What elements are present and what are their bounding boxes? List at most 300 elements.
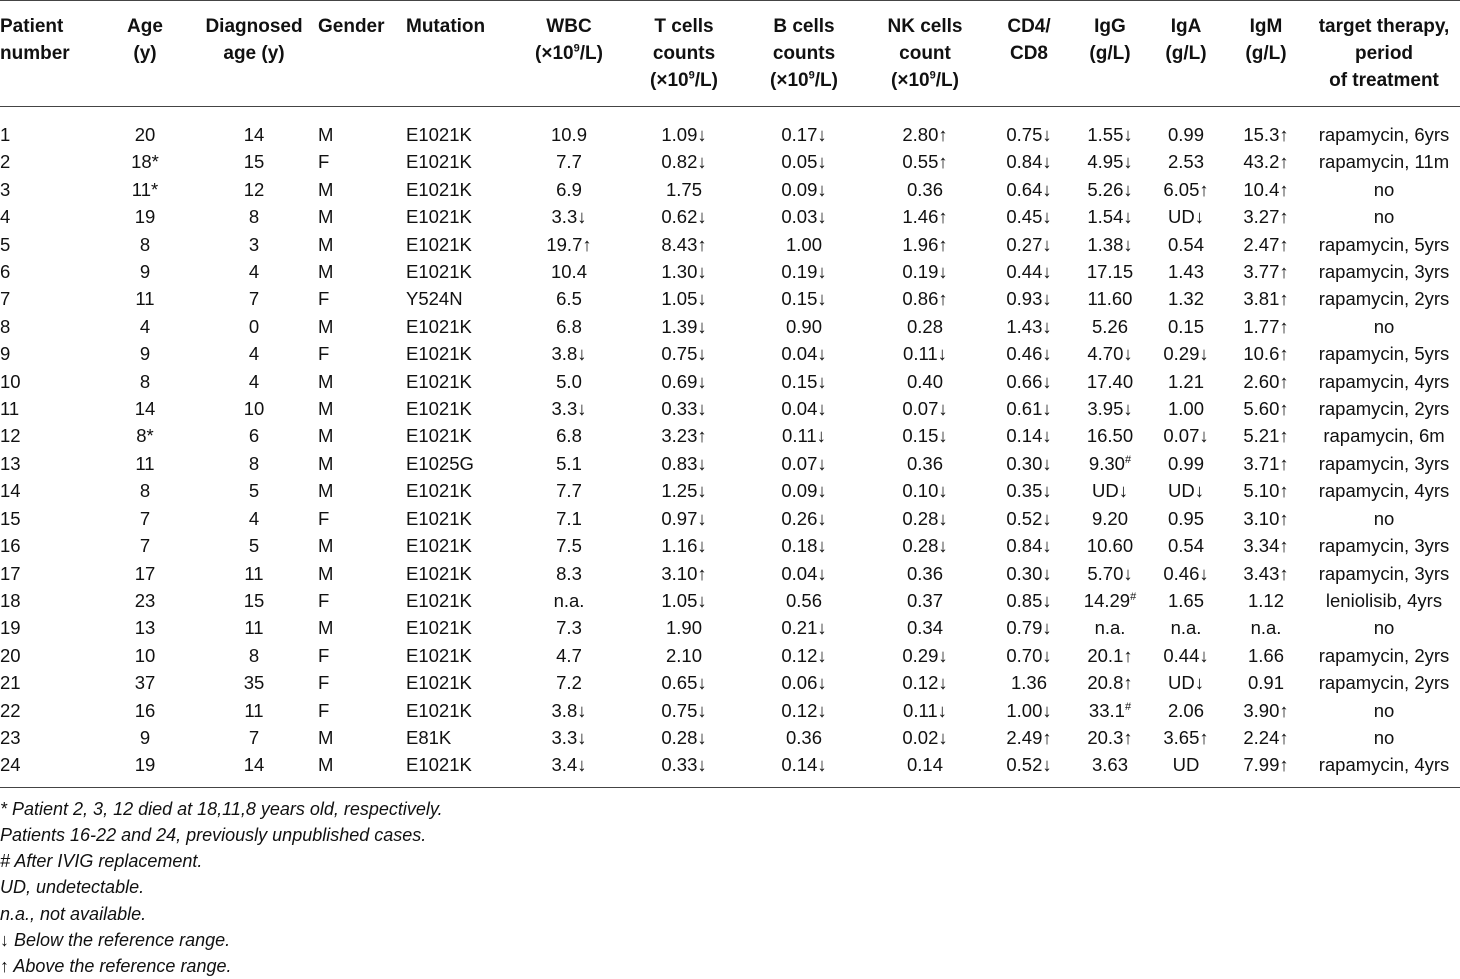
cell-wbc: 5.1: [556, 452, 582, 474]
cell-gender: F: [318, 644, 330, 666]
cell-igm: 5.21↑: [1243, 425, 1289, 447]
cell-iga: 1.43: [1167, 261, 1204, 283]
cell-age: 7: [139, 535, 151, 557]
cell-gender: F: [318, 699, 330, 721]
cell-igm: 2.24↑: [1243, 726, 1289, 748]
cell-mutation: E1021K: [406, 507, 472, 529]
cell-mutation: E1021K: [406, 589, 472, 611]
cell-age: 13: [134, 617, 156, 639]
cell-mutation: E1021K: [406, 562, 472, 584]
cell-gender: M: [318, 480, 334, 502]
column-header-line: CD4/: [1007, 16, 1051, 37]
cell-tcells: 3.23↑: [661, 425, 707, 447]
cell-tcells: 1.05↓: [661, 288, 707, 310]
cell-patient: 17: [0, 562, 21, 584]
cell-patient: 21: [0, 672, 21, 694]
cell-therapy: rapamycin, 3yrs: [1318, 562, 1450, 584]
cell-mutation: Y524N: [406, 288, 463, 310]
cell-tcells: 8.43↑: [661, 233, 707, 255]
column-header-line: number: [0, 43, 70, 64]
cell-patient: 4: [0, 206, 11, 228]
cell-nkcells: 0.11↓: [903, 343, 947, 365]
cell-diag: 14: [243, 754, 265, 776]
cell-diag: 15: [243, 151, 265, 173]
cell-diag: 8: [248, 644, 260, 666]
cell-igg: 10.60: [1086, 535, 1134, 557]
cell-diag: 8: [248, 452, 260, 474]
cell-cd4cd8: 1.43↓: [1006, 315, 1052, 337]
cell-iga: 1.32: [1167, 288, 1204, 310]
cell-patient: 9: [0, 343, 11, 365]
cell-therapy: rapamycin, 11m: [1318, 151, 1450, 173]
cell-tcells: 0.83↓: [661, 452, 707, 474]
cell-tcells: 0.75↓: [661, 343, 707, 365]
cell-igm: 2.60↑: [1243, 370, 1289, 392]
cell-age: 16: [134, 699, 156, 721]
column-header-nkcells: [864, 1, 986, 107]
cell-diag: 4: [248, 507, 260, 529]
cell-nkcells: 0.36: [906, 562, 943, 584]
cell-nkcells: 0.28↓: [902, 507, 948, 529]
cell-mutation: E1021K: [406, 315, 472, 337]
cell-tcells: 0.33↓: [661, 754, 707, 776]
cell-nkcells: 0.86↑: [902, 288, 948, 310]
cell-therapy: rapamycin, 6m: [1323, 425, 1445, 447]
cell-cd4cd8: 0.45↓: [1006, 206, 1052, 228]
column-header-line: (g/L): [1245, 43, 1287, 64]
cell-therapy: rapamycin, 4yrs: [1318, 480, 1450, 502]
cell-age: 17: [134, 562, 156, 584]
table-row: [0, 231, 1460, 258]
cell-patient: 6: [0, 261, 11, 283]
cell-bcells: 0.17↓: [781, 124, 827, 145]
footnote: n.a., not available.: [0, 903, 147, 924]
column-header-bcells: [744, 1, 864, 107]
cell-wbc: 5.0: [556, 370, 582, 392]
cell-cd4cd8: 2.49↑: [1006, 726, 1052, 748]
cell-patient: 16: [0, 535, 21, 557]
cell-tcells: 1.30↓: [661, 261, 707, 283]
cell-cd4cd8: 0.61↓: [1006, 398, 1052, 420]
cell-igm: 2.47↑: [1243, 233, 1289, 255]
cell-bcells: 0.04↓: [781, 398, 827, 420]
cell-igg: 11.60: [1087, 288, 1133, 310]
cell-mutation: E1021K: [406, 370, 472, 392]
column-header-iga: [1148, 1, 1224, 107]
column-header-line: (g/L): [1089, 43, 1131, 64]
cell-cd4cd8: 1.36: [1010, 672, 1047, 694]
cell-cd4cd8: 0.30↓: [1006, 452, 1052, 474]
table-row: [0, 368, 1460, 395]
cell-nkcells: 0.14: [906, 754, 943, 776]
cell-igg: n.a.: [1094, 617, 1126, 639]
table-row: [0, 313, 1460, 340]
table-row: [0, 395, 1460, 422]
table-row: [0, 642, 1460, 669]
cell-tcells: 2.10: [665, 644, 702, 666]
cell-therapy: no: [1373, 726, 1395, 748]
cell-bcells: 0.04↓: [781, 343, 827, 365]
cell-gender: M: [318, 178, 334, 200]
cell-bcells: 0.04↓: [781, 562, 827, 584]
column-header-line: $(\times 10^9/L)$: [891, 69, 959, 91]
cell-patient: 7: [0, 288, 11, 310]
column-header-line: $(\times 10^9/L)$: [770, 69, 838, 91]
table-body: [0, 107, 1460, 788]
cell-patient: 2: [0, 151, 11, 173]
cell-patient: 15: [0, 507, 21, 529]
cell-igm: 3.71↑: [1243, 452, 1289, 474]
cell-nkcells: 0.15↓: [902, 425, 948, 447]
cell-diag: 11: [244, 617, 264, 639]
table-row: [0, 203, 1460, 230]
cell-age: 9: [139, 343, 151, 365]
cell-igg: 20.1↑: [1087, 644, 1133, 666]
cell-tcells: 0.33↓: [661, 398, 707, 420]
cell-bcells: 1.00: [785, 233, 822, 255]
column-header-line: of treatment: [1329, 70, 1439, 91]
cell-bcells: 0.09↓: [781, 178, 827, 200]
cell-tcells: 0.82↓: [661, 151, 707, 173]
cell-wbc: 6.8: [556, 425, 582, 447]
cell-iga: 0.15: [1167, 315, 1204, 337]
cell-igm: 3.34↑: [1243, 535, 1289, 557]
cell-igg: 5.26↓: [1087, 178, 1133, 200]
cell-igg: 17.15: [1086, 261, 1134, 283]
cell-gender: M: [318, 726, 334, 748]
cell-mutation: E81K: [406, 726, 452, 748]
cell-age: 4: [139, 315, 151, 337]
cell-gender: F: [318, 507, 330, 529]
cell-gender: M: [318, 315, 334, 337]
cell-diag: 8: [248, 206, 260, 228]
cell-igg: 20.3↑: [1087, 726, 1133, 748]
cell-wbc: 6.8: [556, 315, 582, 337]
cell-gender: F: [318, 672, 330, 694]
cell-cd4cd8: 0.35↓: [1006, 480, 1052, 502]
cell-wbc: 7.2: [556, 672, 582, 694]
cell-bcells: 0.26↓: [781, 507, 827, 529]
column-header-line: target therapy,: [1318, 16, 1450, 37]
cell-wbc: 8.3: [556, 562, 582, 584]
cell-nkcells: 0.34: [906, 617, 943, 639]
footnote: ↓ Below the reference range.: [0, 929, 231, 950]
cell-diag: 11: [244, 562, 264, 584]
cell-cd4cd8: 0.14↓: [1006, 425, 1052, 447]
cell-patient: 11: [0, 398, 20, 420]
cell-igg: 1.38↓: [1087, 233, 1133, 255]
cell-cd4cd8: 1.00↓: [1006, 699, 1052, 721]
cell-patient: 18: [0, 589, 21, 611]
cell-gender: F: [318, 151, 330, 173]
table-header: [0, 1, 1460, 107]
cell-iga: 0.54: [1167, 233, 1204, 255]
column-header-line: counts: [652, 43, 716, 64]
cell-diag: 11: [244, 699, 264, 721]
cell-tcells: 1.39↓: [661, 315, 707, 337]
cell-igm: 0.91: [1247, 672, 1284, 694]
cell-wbc: 3.3↓: [551, 726, 587, 748]
cell-wbc: 6.9: [556, 178, 582, 200]
cell-diag: 4: [248, 343, 260, 365]
cell-therapy: rapamycin, 6yrs: [1318, 124, 1450, 145]
cell-nkcells: 0.28↓: [902, 535, 948, 557]
cell-iga: UD↓: [1168, 480, 1204, 502]
cell-age: 9: [139, 261, 151, 283]
column-header-igm: [1224, 1, 1308, 107]
cell-igm: 15.3↑: [1243, 124, 1289, 145]
cell-bcells: 0.18↓: [781, 535, 827, 557]
cell-gender: M: [318, 535, 334, 557]
cell-age: 23: [134, 589, 156, 611]
cell-iga: 6.05↑: [1163, 178, 1209, 200]
cell-nkcells: 0.07↓: [902, 398, 948, 420]
cell-igm: 1.77↑: [1243, 315, 1289, 337]
cell-cd4cd8: 0.79↓: [1006, 617, 1052, 639]
cell-igg: 9.30#: [1088, 452, 1132, 474]
table-row: [0, 560, 1460, 587]
cell-cd4cd8: 0.30↓: [1006, 562, 1052, 584]
cell-wbc: 7.7: [556, 480, 582, 502]
cell-igg: 4.95↓: [1087, 151, 1133, 173]
cell-wbc: 3.4↓: [551, 754, 587, 776]
cell-gender: M: [318, 754, 334, 776]
cell-mutation: E1021K: [406, 644, 472, 666]
cell-bcells: 0.15↓: [781, 370, 827, 392]
cell-mutation: E1021K: [406, 754, 472, 776]
cell-cd4cd8: 0.75↓: [1006, 124, 1052, 145]
column-header-line: Diagnosed: [205, 16, 303, 37]
column-header-line: (g/L): [1165, 43, 1207, 64]
cell-iga: 2.06: [1167, 699, 1204, 721]
cell-igm: 5.10↑: [1243, 480, 1289, 502]
cell-iga: UD: [1172, 754, 1200, 776]
cell-patient: 24: [0, 754, 21, 776]
cell-iga: 0.54: [1167, 535, 1204, 557]
cell-patient: 8: [0, 315, 11, 337]
cell-mutation: E1025G: [406, 452, 474, 474]
cell-gender: F: [318, 343, 330, 365]
cell-bcells: 0.56: [785, 589, 822, 611]
cell-wbc: 10.9: [550, 124, 587, 145]
cell-wbc: 7.7: [556, 151, 582, 173]
cell-mutation: E1021K: [406, 425, 472, 447]
cell-gender: M: [318, 398, 334, 420]
cell-igm: 43.2↑: [1243, 151, 1289, 173]
cell-bcells: 0.06↓: [781, 672, 827, 694]
cell-mutation: E1021K: [406, 151, 472, 173]
column-header-line: $(\times 10^9/L)$: [650, 69, 718, 91]
cell-igm: 3.90↑: [1243, 699, 1289, 721]
cell-wbc: 10.4: [550, 261, 587, 283]
column-header-line: IgM: [1249, 16, 1283, 37]
cell-igg: 20.8↑: [1087, 672, 1133, 694]
column-header-line: Patient: [0, 16, 64, 37]
cell-igm: n.a.: [1250, 617, 1282, 639]
cell-patient: 10: [0, 370, 21, 392]
cell-iga: 0.07↓: [1163, 425, 1209, 447]
cell-wbc: 7.1: [556, 507, 582, 529]
footnote: * Patient 2, 3, 12 died at 18,11,8 years old, respectively.: [0, 798, 443, 819]
table-row: [0, 614, 1460, 641]
column-header-line: B cells: [773, 16, 835, 37]
cell-igg: UD↓: [1092, 480, 1128, 502]
table-row: [0, 477, 1460, 504]
cell-bcells: 0.12↓: [781, 699, 827, 721]
cell-cd4cd8: 0.85↓: [1006, 589, 1052, 611]
cell-iga: 1.00: [1167, 398, 1204, 420]
cell-therapy: rapamycin, 2yrs: [1318, 672, 1450, 694]
cell-bcells: 0.14↓: [781, 754, 827, 776]
cell-patient: 14: [0, 480, 21, 502]
cell-iga: UD↓: [1168, 206, 1204, 228]
cell-nkcells: 0.40: [906, 370, 943, 392]
cell-age: 8*: [136, 425, 154, 447]
cell-diag: 35: [243, 672, 265, 694]
column-header-igg: [1072, 1, 1148, 107]
table-row: [0, 587, 1460, 614]
column-header-line: CD8: [1009, 43, 1048, 64]
cell-age: 18*: [131, 151, 159, 173]
cell-iga: 1.21: [1167, 370, 1204, 392]
table-row: [0, 697, 1460, 724]
cell-age: 37: [134, 672, 156, 694]
column-header-line: (y): [133, 43, 157, 64]
cell-igm: 10.6↑: [1243, 343, 1289, 365]
cell-age: 20: [134, 124, 156, 145]
cell-cd4cd8: 0.84↓: [1006, 151, 1052, 173]
cell-diag: 12: [243, 178, 265, 200]
table-row: [0, 176, 1460, 203]
cell-mutation: E1021K: [406, 672, 472, 694]
cell-mutation: E1021K: [406, 178, 472, 200]
column-header-age: [100, 1, 190, 107]
cell-bcells: 0.09↓: [781, 480, 827, 502]
cell-iga: 3.65↑: [1163, 726, 1209, 748]
cell-patient: 12: [0, 425, 21, 447]
cell-igm: 5.60↑: [1243, 398, 1289, 420]
cell-igg: 3.95↓: [1087, 398, 1133, 420]
cell-age: 9: [139, 726, 151, 748]
cell-bcells: 0.36: [785, 726, 822, 748]
table-row: [0, 258, 1460, 285]
table-row: [0, 285, 1460, 312]
cell-gender: M: [318, 562, 334, 584]
cell-diag: 7: [248, 726, 260, 748]
cell-patient: 19: [0, 617, 21, 639]
footnote: # After IVIG replacement.: [0, 851, 203, 872]
column-header-line: $(\times 10^9/L)$: [535, 42, 603, 64]
cell-gender: F: [318, 288, 330, 310]
cell-gender: M: [318, 425, 334, 447]
cell-diag: 5: [248, 480, 260, 502]
cell-igg: 33.1#: [1088, 699, 1132, 721]
cell-igm: 3.10↑: [1243, 507, 1289, 529]
cell-nkcells: 0.36: [906, 178, 943, 200]
table-row: [0, 532, 1460, 559]
column-header-line: Mutation: [406, 16, 486, 37]
cell-therapy: rapamycin, 4yrs: [1318, 370, 1450, 392]
column-header-cd4cd8: [986, 1, 1072, 107]
table-footnotes: [0, 796, 1460, 979]
cell-nkcells: 2.80↑: [902, 124, 948, 145]
column-header-diag: [190, 1, 318, 107]
cell-tcells: 0.62↓: [661, 206, 707, 228]
cell-gender: M: [318, 370, 334, 392]
cell-patient: 3: [0, 178, 11, 200]
cell-igg: 1.55↓: [1087, 124, 1133, 145]
cell-bcells: 0.90: [785, 315, 822, 337]
cell-gender: M: [318, 124, 334, 145]
cell-gender: M: [318, 233, 334, 255]
cell-igm: 3.77↑: [1243, 261, 1289, 283]
cell-cd4cd8: 0.93↓: [1006, 288, 1052, 310]
cell-nkcells: 0.29↓: [902, 644, 948, 666]
cell-mutation: E1021K: [406, 233, 472, 255]
column-header-line: IgG: [1094, 16, 1126, 37]
table-row: [0, 107, 1460, 149]
column-header-patient: [0, 1, 100, 107]
column-header-line: count: [899, 43, 951, 64]
cell-gender: M: [318, 261, 334, 283]
cell-age: 19: [134, 206, 156, 228]
cell-iga: 0.29↓: [1163, 343, 1209, 365]
cell-diag: 4: [248, 370, 260, 392]
cell-age: 8: [139, 480, 151, 502]
cell-therapy: rapamycin, 2yrs: [1318, 288, 1450, 310]
cell-gender: M: [318, 452, 334, 474]
cell-igg: 9.20: [1091, 507, 1128, 529]
cell-igm: 1.12: [1247, 589, 1284, 611]
cell-bcells: 0.15↓: [781, 288, 827, 310]
cell-therapy: rapamycin, 5yrs: [1318, 233, 1450, 255]
cell-gender: M: [318, 617, 334, 639]
cell-iga: 2.53: [1167, 151, 1204, 173]
cell-diag: 7: [248, 288, 260, 310]
column-header-gender: [318, 1, 406, 107]
cell-cd4cd8: 0.84↓: [1006, 535, 1052, 557]
cell-diag: 3: [248, 233, 260, 255]
column-header-line: IgA: [1170, 16, 1202, 37]
cell-tcells: 0.28↓: [661, 726, 707, 748]
cell-therapy: no: [1373, 617, 1395, 639]
cell-tcells: 1.16↓: [661, 535, 707, 557]
cell-cd4cd8: 0.70↓: [1006, 644, 1052, 666]
column-header-wbc: [514, 1, 624, 107]
cell-igg: 14.29#: [1083, 589, 1137, 611]
cell-age: 10: [134, 644, 156, 666]
cell-cd4cd8: 0.52↓: [1006, 507, 1052, 529]
cell-iga: 0.99: [1167, 124, 1204, 145]
column-header-mutation: [406, 1, 514, 107]
cell-diag: 4: [248, 261, 260, 283]
table-row: [0, 669, 1460, 696]
cell-nkcells: 0.02↓: [902, 726, 948, 748]
cell-therapy: rapamycin, 3yrs: [1318, 261, 1450, 283]
table-row: [0, 450, 1460, 477]
cell-igg: 17.40: [1086, 370, 1134, 392]
column-header-tcells: [624, 1, 744, 107]
cell-age: 11: [135, 452, 155, 474]
cell-cd4cd8: 0.44↓: [1006, 261, 1052, 283]
column-header-line: age (y): [223, 43, 285, 64]
cell-mutation: E1021K: [406, 398, 472, 420]
cell-diag: 15: [243, 589, 265, 611]
column-header-therapy: [1308, 1, 1460, 107]
cell-tcells: 1.05↓: [661, 589, 707, 611]
cell-igm: 10.4↑: [1243, 178, 1289, 200]
cell-therapy: rapamycin, 3yrs: [1318, 452, 1450, 474]
